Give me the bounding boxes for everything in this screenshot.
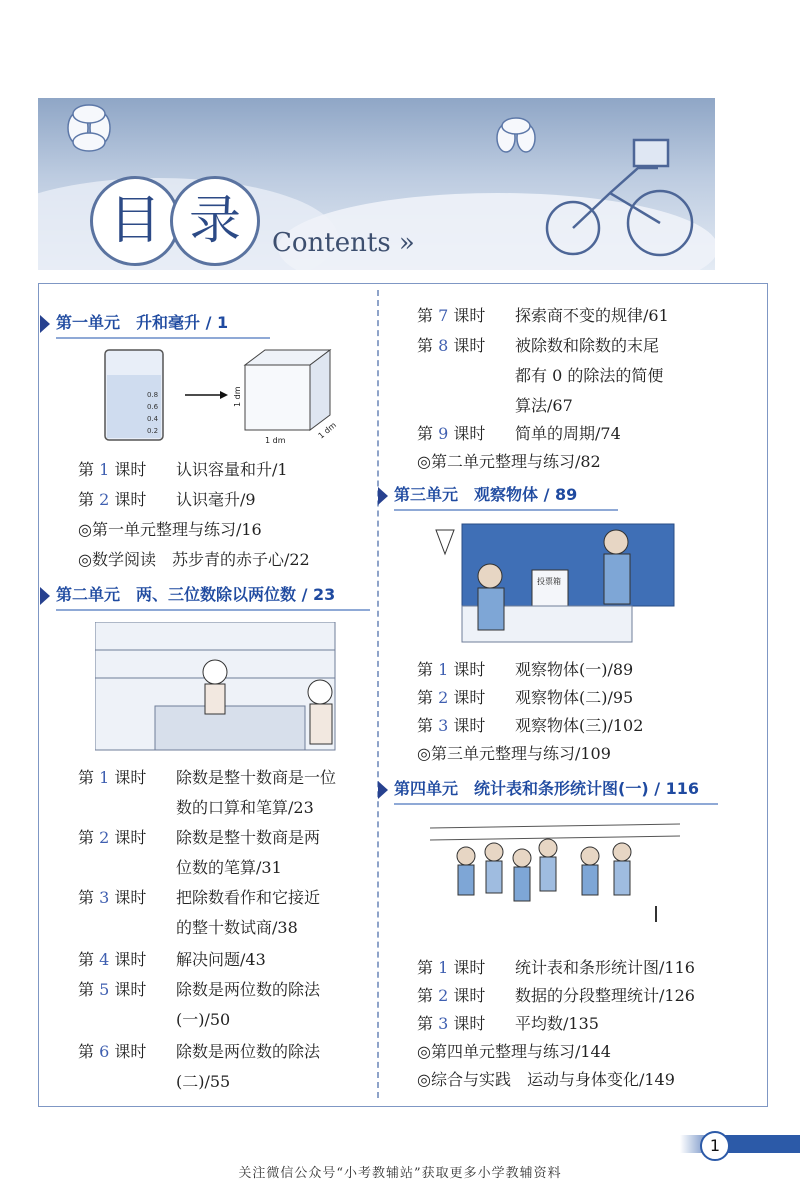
chevron-right-icon	[40, 315, 50, 333]
dim-depth-label: 1 dm	[316, 420, 339, 441]
page-number-bar	[680, 1135, 800, 1153]
unit4-lesson-3[interactable]: 第 3 课时 平均数/135	[417, 1014, 599, 1033]
unit4-lesson-2[interactable]: 第 2 课时 数据的分段整理统计/126	[417, 986, 695, 1005]
unit2-lesson-2[interactable]: 第 2 课时 除数是整十数商是两	[78, 828, 321, 847]
footer-note: 关注微信公众号“小考教辅站”获取更多小学教辅资料	[238, 1166, 562, 1181]
unit1-heading[interactable]	[40, 310, 270, 336]
unit1-review[interactable]: ◎第一单元整理与练习/16	[78, 520, 262, 539]
beaker-cube-illustration	[95, 345, 355, 445]
beaker-tick-08: 0.8	[147, 391, 159, 399]
dim-bottom-label: 1 dm	[265, 436, 286, 445]
classroom-illustration	[430, 518, 690, 648]
unit3-review[interactable]: ◎第三单元整理与练习/109	[417, 744, 611, 763]
unit1-lesson-1[interactable]: 第 1 课时 认识容量和升/1	[78, 460, 288, 479]
unit4-heading[interactable]	[378, 776, 718, 802]
unit4-lesson-1[interactable]: 第 1 课时 统计表和条形统计图/116	[417, 958, 695, 977]
unit3-lesson-2[interactable]: 第 2 课时 观察物体(二)/95	[417, 688, 634, 707]
unit1-heading-text: 第一单元 升和毫升 / 1	[56, 313, 229, 332]
flower-icon	[68, 105, 110, 151]
unit2-lesson-3-cont: 的整十数试商/38	[176, 918, 298, 937]
dim-side-label: 1 dm	[233, 386, 242, 407]
ballot-box-label: 投票箱	[537, 577, 561, 586]
unit2-lesson-4[interactable]: 第 4 课时 解决问题/43	[78, 950, 266, 969]
unit2-lesson-3[interactable]: 第 3 课时 把除数看作和它接近	[78, 888, 321, 907]
title-char-lu: 录	[170, 176, 260, 266]
chevron-right-icon	[378, 487, 388, 505]
unit3-lesson-1[interactable]: 第 1 课时 观察物体(一)/89	[417, 660, 634, 679]
unit2-lesson-1-cont: 数的口算和笔算/23	[176, 798, 314, 817]
unit2-lesson-6[interactable]: 第 6 课时 除数是两位数的除法	[78, 1042, 321, 1061]
shop-illustration	[95, 622, 345, 752]
unit2-lesson-8-cont-1: 都有 0 的除法的简便	[515, 366, 664, 385]
unit1-lesson-2[interactable]: 第 2 课时 认识毫升/9	[78, 490, 256, 509]
unit2-lesson-7[interactable]: 第 7 课时 探索商不变的规律/61	[417, 306, 669, 325]
page-number: 1	[700, 1131, 730, 1161]
unit2-lesson-8[interactable]: 第 8 课时 被除数和除数的末尾	[417, 336, 660, 355]
column-divider	[377, 290, 379, 1098]
unit4-heading-text: 第四单元 统计表和条形统计图(一) / 116	[394, 779, 700, 798]
unit2-lesson-5[interactable]: 第 5 课时 除数是两位数的除法	[78, 980, 321, 999]
unit2-lesson-9[interactable]: 第 9 课时 简单的周期/74	[417, 424, 621, 443]
unit3-heading[interactable]	[378, 482, 618, 508]
beaker-tick-02: 0.2	[147, 427, 159, 435]
beaker-tick-04: 0.4	[147, 415, 159, 423]
unit2-heading[interactable]	[40, 582, 370, 608]
unit3-lesson-3[interactable]: 第 3 课时 观察物体(三)/102	[417, 716, 644, 735]
unit2-heading-text: 第二单元 两、三位数除以两位数 / 23	[56, 585, 336, 604]
unit2-review[interactable]: ◎第二单元整理与练习/82	[417, 452, 601, 471]
chevron-right-icon	[378, 781, 388, 799]
unit1-reading[interactable]: ◎数学阅读 苏步青的赤子心/22	[78, 550, 310, 569]
title-char-mu: 目	[90, 176, 180, 266]
unit2-lesson-1[interactable]: 第 1 课时 除数是整十数商是一位	[78, 768, 337, 787]
unit2-lesson-6-cont: (二)/55	[176, 1072, 231, 1091]
unit2-lesson-5-cont: (一)/50	[176, 1010, 231, 1029]
unit3-heading-text: 第三单元 观察物体 / 89	[394, 485, 578, 504]
unit2-lesson-2-cont: 位数的笔算/31	[176, 858, 282, 877]
unit2-lesson-8-cont-2: 算法/67	[515, 396, 573, 415]
chevron-right-icon	[40, 587, 50, 605]
flower-icon	[497, 118, 535, 152]
unit4-practice[interactable]: ◎综合与实践 运动与身体变化/149	[417, 1070, 675, 1089]
contents-subtitle: Contents »	[272, 228, 415, 258]
beaker-tick-06: 0.6	[147, 403, 159, 411]
playground-illustration	[430, 818, 690, 938]
unit4-review[interactable]: ◎第四单元整理与练习/144	[417, 1042, 611, 1061]
